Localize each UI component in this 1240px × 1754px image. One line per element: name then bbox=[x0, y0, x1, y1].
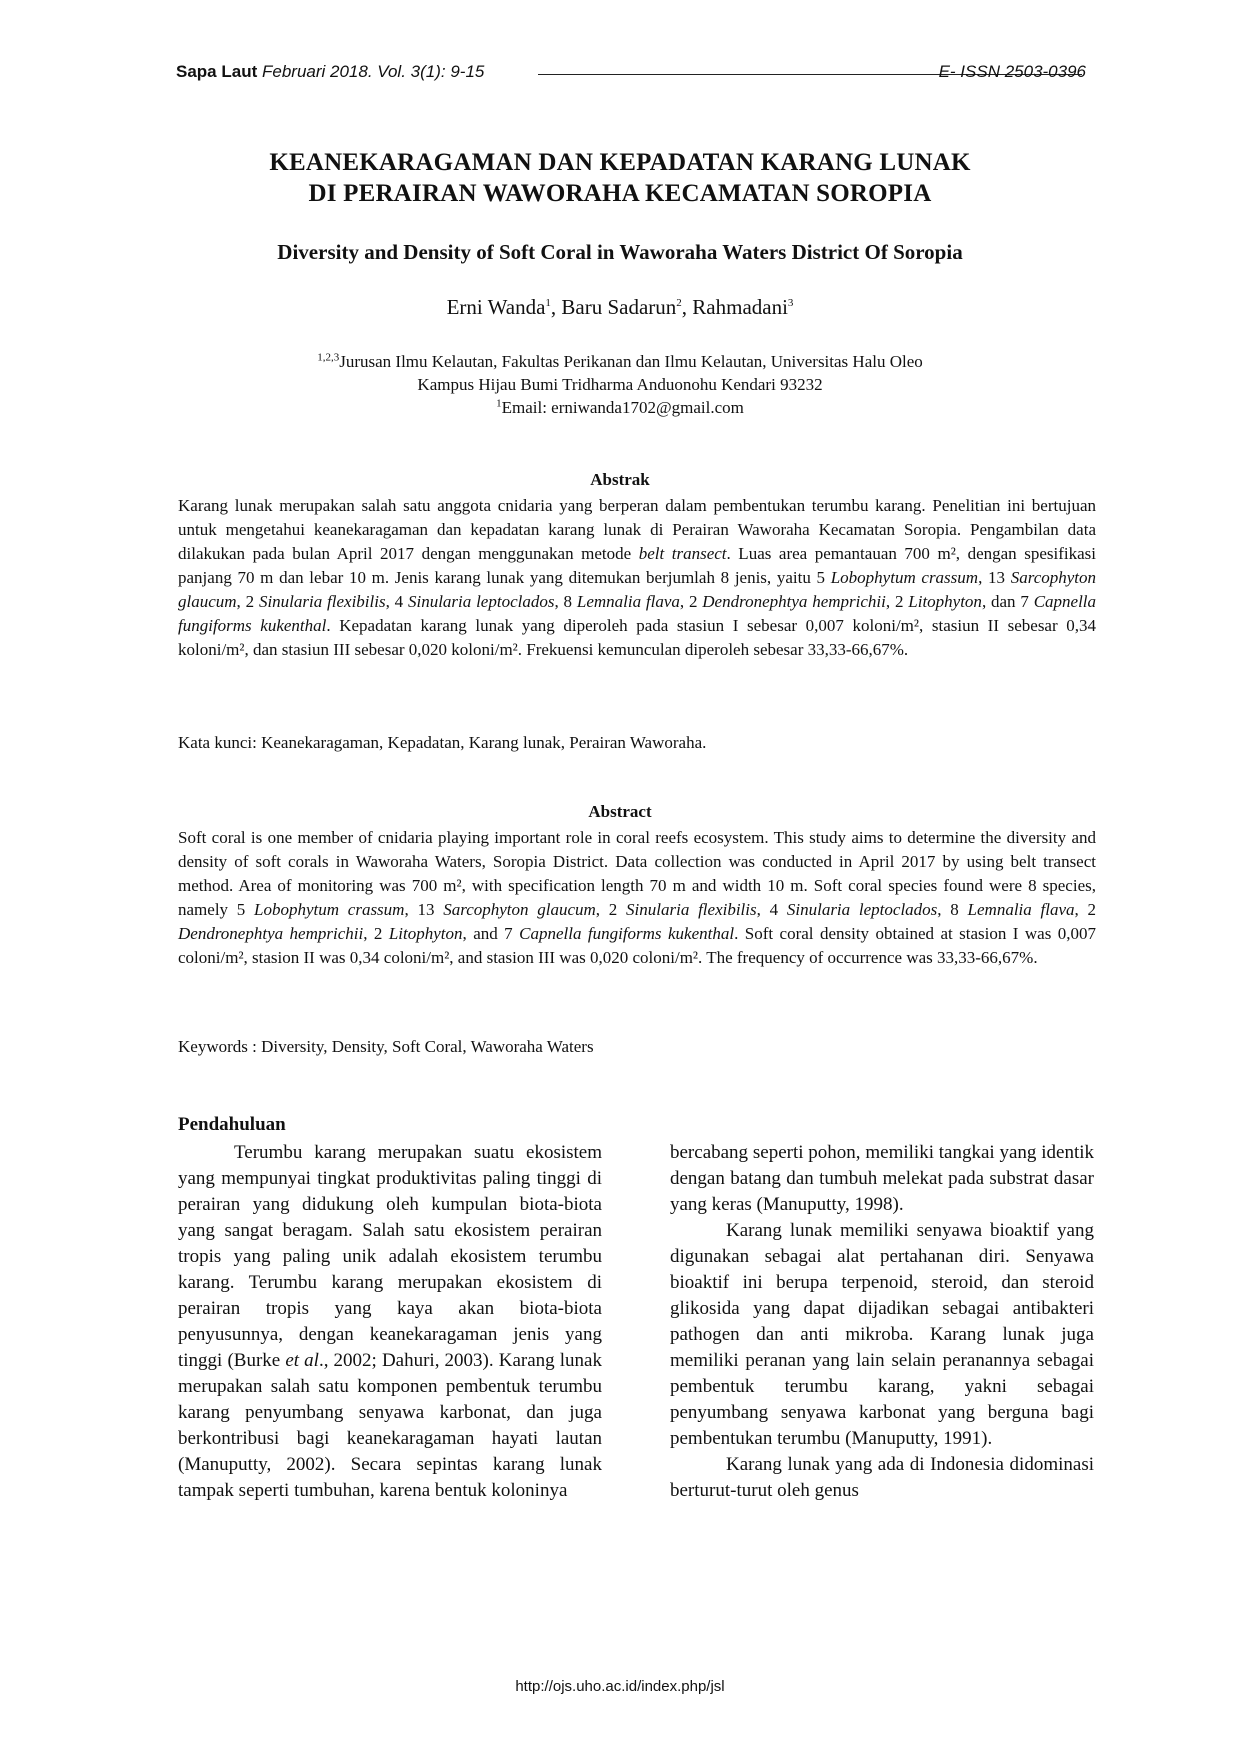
author-name: Rahmadani bbox=[692, 295, 788, 319]
abstrak-italic: belt transect bbox=[638, 544, 727, 563]
abstrak-text: , 4 bbox=[385, 592, 408, 611]
intro-paragraph: bercabang seperti pohon, memiliki tangkai yang identik dengan batang dan tumbuh melekat pada substrat dasar yang keras (Manuputty, 1998). bbox=[670, 1142, 1094, 1215]
intro-right-column bbox=[670, 1140, 1094, 1504]
abstrak-text: Karang lunak merupakan salah satu anggota cnidaria yang berperan dalam pembentukan terumbu karang. Penelitian ini bertujuan untuk mengetahui keanekaragaman dan kepadatan karang lunak di Perairan Waworaha Kecamatan Soropia. Pengambilan data dilakukan pada bulan April 2017 dengan menggunakan metode bbox=[178, 496, 1096, 563]
abstract-text: Soft coral is one member of cnidaria playing important role in coral reefs ecosystem. This study aims to determine the diversity and density of soft corals in Waworaha Waters, Soropia District. Data collection was conducted in April 2017 by using belt transect method. Area of monitoring was 700 m², with specification length 70 m and width 10 m. Soft coral species found were 8 species, namely 5 bbox=[178, 828, 1096, 919]
species-name: Litophyton bbox=[908, 592, 982, 611]
issn: E- ISSN 2503-0396 bbox=[938, 62, 1086, 81]
species-name: Sinularia flexibilis bbox=[626, 900, 757, 919]
intro-paragraph: Karang lunak memiliki senyawa bioaktif yang digunakan sebagai alat pertahanan diri. Senyawa bioaktif ini berupa terpenoid, steroid, dan steroid glikosida yang dapat dijadikan sebagai antibakteri pathogen dan anti mikroba. Karang lunak juga memiliki peranan yang lain selain peranannya sebagai pembentuk terumbu karang, yakni sebagai penyumbang senyawa karbonat yang berguna bagi pembentukan terumbu (Manuputty, 1991). bbox=[670, 1220, 1094, 1449]
author-name: Erni Wanda bbox=[446, 295, 546, 319]
affiliation-email-line bbox=[0, 396, 1240, 419]
citation-italic: et al bbox=[285, 1350, 319, 1371]
intro-paragraph bbox=[178, 1140, 602, 1504]
species-name: Sarcophyton glaucum bbox=[443, 900, 596, 919]
keywords: Keywords : Diversity, Density, Soft Coral, Waworaha Waters bbox=[178, 1037, 594, 1056]
abstract-body bbox=[178, 826, 1096, 970]
species-name: Sarcophyton glaucum bbox=[178, 568, 1097, 611]
species-name: Sinularia leptoclados bbox=[407, 592, 555, 611]
english-title: Diversity and Density of Soft Coral in Waworaha Waters District Of Soropia bbox=[277, 240, 963, 264]
abstract-text: , 2 bbox=[595, 900, 627, 919]
abstrak-text: . Luas area pemantauan 700 m², dengan spesifikasi panjang 70 m dan lebar 10 m. Jenis karang lunak yang ditemukan berjumlah 8 jenis, yaitu 5 bbox=[178, 544, 1096, 587]
abstrak-text: , 13 bbox=[978, 568, 1011, 587]
abstrak-body bbox=[178, 494, 1096, 662]
species-name: Litophyton bbox=[388, 924, 463, 943]
abstract-text: , 2 bbox=[1074, 900, 1097, 919]
paragraph-text: Terumbu karang merupakan suatu ekosistem yang mempunyai tingkat produktivitas paling tinggi di perairan yang didukung oleh kumpulan biota-biota yang sangat beragam. Salah satu ekosistem perairan tropis yang paling unik adalah ekosistem terumbu karang. Terumbu karang merupakan ekosistem di perairan tropis yang kaya akan biota-biota penyusunnya, dengan keanekaragaman jenis yang tinggi (Burke bbox=[178, 1142, 602, 1371]
author-affil-mark: 3 bbox=[787, 297, 794, 309]
species-name: Lobophytum crassum bbox=[830, 568, 979, 587]
author-name: Baru Sadarun bbox=[561, 295, 677, 319]
species-name: Sinularia leptoclados bbox=[786, 900, 938, 919]
abstract-text: . Soft coral density obtained at stasion I was 0,007 coloni/m², stasion II was 0,34 coloni/m², and stasion III was 0,020 coloni/m². The frequency of occurrence was 33,33-66,67%. bbox=[178, 924, 1097, 967]
affil-mark: 1,2,3 bbox=[317, 351, 340, 364]
kata-kunci: Kata kunci: Keanekaragaman, Kepadatan, Karang lunak, Perairan Waworaha. bbox=[178, 733, 707, 752]
paragraph-text: ., 2002; Dahuri, 2003). Karang lunak merupakan salah satu komponen pembentuk terumbu karang penyumbang senyawa karbonat, dan juga berkontribusi bagi keanekaragaman hayati lautan (Manuputty, 2002). Secara sepintas karang lunak tampak seperti tumbuhan, karena bentuk koloninya bbox=[178, 1350, 602, 1501]
affiliation-line-1 bbox=[0, 350, 1240, 373]
running-header bbox=[176, 62, 1086, 90]
intro-left-column bbox=[178, 1140, 602, 1504]
title-line-2: DI PERAIRAN WAWORAHA KECAMATAN SOROPIA bbox=[308, 180, 932, 207]
paper-title bbox=[0, 147, 1240, 209]
species-name: Dendronephtya hemprichii bbox=[702, 592, 886, 611]
abstract-text: , 4 bbox=[756, 900, 787, 919]
species-name: Lobophytum crassum bbox=[254, 900, 405, 919]
abstrak-text: , 2 bbox=[679, 592, 703, 611]
species-name: Lemnalia flava bbox=[967, 900, 1075, 919]
email-mark: 1 bbox=[496, 397, 502, 410]
abstract-heading: Abstract bbox=[588, 802, 652, 821]
abstrak-text: , 2 bbox=[885, 592, 909, 611]
species-name: Dendronephtya hemprichii bbox=[178, 924, 364, 943]
species-name: Capnella fungiforms kukenthal bbox=[178, 592, 1097, 635]
abstrak-text: , dan 7 bbox=[981, 592, 1034, 611]
title-line-1: KEANEKARAGAMAN DAN KEPADATAN KARANG LUNAK bbox=[269, 149, 971, 176]
author-list: Erni Wanda$^1$, Baru Sadarun$^2$, Rahmadani$^3$ bbox=[446, 295, 794, 319]
species-name: Lemnalia flava bbox=[576, 592, 680, 611]
journal-citation bbox=[176, 62, 484, 82]
abstrak-text: . Kepadatan karang lunak yang diperoleh pada stasiun I sebesar 0,007 koloni/m², stasiun II sebesar 0,34 koloni/m², dan stasiun III sebesar 0,020 koloni/m². Frekuensi kemunculan diperoleh sebesar 33,33-66,67%. bbox=[178, 616, 1096, 659]
section-heading-pendahuluan: Pendahuluan bbox=[178, 1114, 286, 1135]
abstrak-text: , 8 bbox=[554, 592, 577, 611]
corresponding-email: Email: erniwanda1702@gmail.com bbox=[501, 398, 744, 417]
affiliation bbox=[0, 350, 1240, 419]
journal-issue: Februari 2018. Vol. 3(1): 9-15 bbox=[261, 62, 485, 81]
abstract-text: , 13 bbox=[404, 900, 444, 919]
intro-paragraph: Karang lunak yang ada di Indonesia didominasi berturut-turut oleh genus bbox=[670, 1454, 1094, 1501]
footer-url: http://ojs.uho.ac.id/index.php/jsl bbox=[515, 1678, 725, 1695]
abstrak-text: , 2 bbox=[236, 592, 259, 611]
journal-name: Sapa Laut bbox=[176, 62, 258, 81]
affiliation-department: Jurusan Ilmu Kelautan, Fakultas Perikanan dan Ilmu Kelautan, Universitas Halu Oleo bbox=[339, 352, 923, 371]
affiliation-line-2: Kampus Hijau Bumi Tridharma Anduonohu Kendari 93232 bbox=[417, 375, 823, 394]
species-name: Capnella fungiforms kukenthal bbox=[519, 924, 735, 943]
author-affil-mark: 2 bbox=[676, 297, 682, 309]
abstrak-heading: Abstrak bbox=[590, 470, 650, 489]
abstract-text: , 2 bbox=[363, 924, 389, 943]
abstract-text: , 8 bbox=[937, 900, 968, 919]
species-name: Sinularia flexibilis bbox=[258, 592, 386, 611]
abstract-text: , and 7 bbox=[462, 924, 520, 943]
author-affil-mark: 1 bbox=[545, 297, 551, 309]
